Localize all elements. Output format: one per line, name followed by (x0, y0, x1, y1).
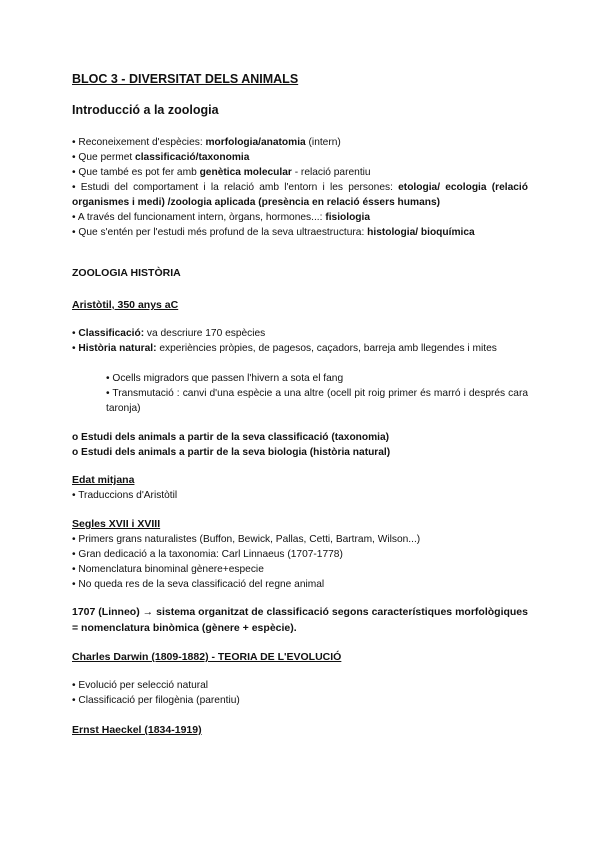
intro-heading: Introducció a la zoologia (72, 103, 219, 117)
aristotle-sub-item: • Transmutació : canvi d'una espècie a una altre (ocell pit roig primer és marró i després cara taronja) (106, 388, 528, 414)
aristotle-study-lines (72, 430, 528, 460)
darwin-heading: Charles Darwin (1809-1882) - TEORIA DE L'EVOLUCIÓ (72, 651, 342, 663)
intro-item: • Reconeixement d'espècies: morfologia/anatomia (intern) (72, 137, 341, 148)
history-heading: ZOOLOGIA HISTÒRIA (72, 267, 181, 279)
aristotle-sub-list (72, 371, 528, 416)
aristotle-item: • Classificació: va descriure 170 espècies (72, 328, 266, 339)
intro-item: • A través del funcionament intern, òrgans, hormones...: fisiologia (72, 212, 371, 223)
middle-ages-heading: Edat mitjana (72, 474, 135, 486)
linneo-paragraph: 1707 (Linneo) → sistema organitzat de classificació segons característiques morfològiques = nomenclatura binòmica (gènere + espècie). (72, 606, 528, 634)
darwin-item: • Evolució per selecció natural (72, 680, 209, 691)
middle-ages-item: • Traduccions d'Aristòtil (72, 490, 178, 501)
centuries-item: • No queda res de la seva classificació del regne animal (72, 579, 325, 590)
centuries-list (72, 532, 528, 592)
intro-item: • Que també es pot fer amb genètica molecular - relació parentiu (72, 167, 371, 178)
centuries-heading: Segles XVII i XVIII (72, 518, 161, 530)
study-line: o Estudi dels animals a partir de la seva biologia (història natural) (72, 447, 391, 458)
study-line: o Estudi dels animals a partir de la seva classificació (taxonomia) (72, 432, 390, 443)
haeckel-heading: Ernst Haeckel (1834-1919) (72, 724, 202, 736)
intro-item: • Que s'entén per l'estudi més profund de la seva ultraestructura: histologia/ bioquímica (72, 227, 475, 238)
middle-ages-list (72, 488, 528, 503)
aristotle-sub-item: • Ocells migradors que passen l'hivern a sota el fang (106, 373, 344, 384)
darwin-list (72, 678, 528, 708)
centuries-item: • Gran dedicació a la taxonomia: Carl Linnaeus (1707-1778) (72, 549, 343, 560)
document-title: BLOC 3 - DIVERSITAT DELS ANIMALS (72, 72, 299, 86)
intro-item: • Que permet classificació/taxonomia (72, 152, 250, 163)
aristotle-item: • Història natural: experiències pròpies, de pagesos, caçadors, barreja amb llegendes i mites (72, 343, 497, 354)
centuries-item: • Primers grans naturalistes (Buffon, Bewick, Pallas, Cetti, Bartram, Wilson...) (72, 534, 421, 545)
aristotle-list (72, 326, 528, 356)
centuries-item: • Nomenclatura binominal gènere+especie (72, 564, 264, 575)
aristotle-heading: Aristòtil, 350 anys aC (72, 299, 179, 311)
darwin-item: • Classificació per filogènia (parentiu) (72, 695, 240, 706)
intro-list (72, 135, 528, 240)
intro-item: • Estudi del comportament i la relació amb l'entorn i les persones: etologia/ ecologia (relació organismes i medi) /zoologia aplicada (presència en relació éssers humans) (72, 182, 528, 208)
